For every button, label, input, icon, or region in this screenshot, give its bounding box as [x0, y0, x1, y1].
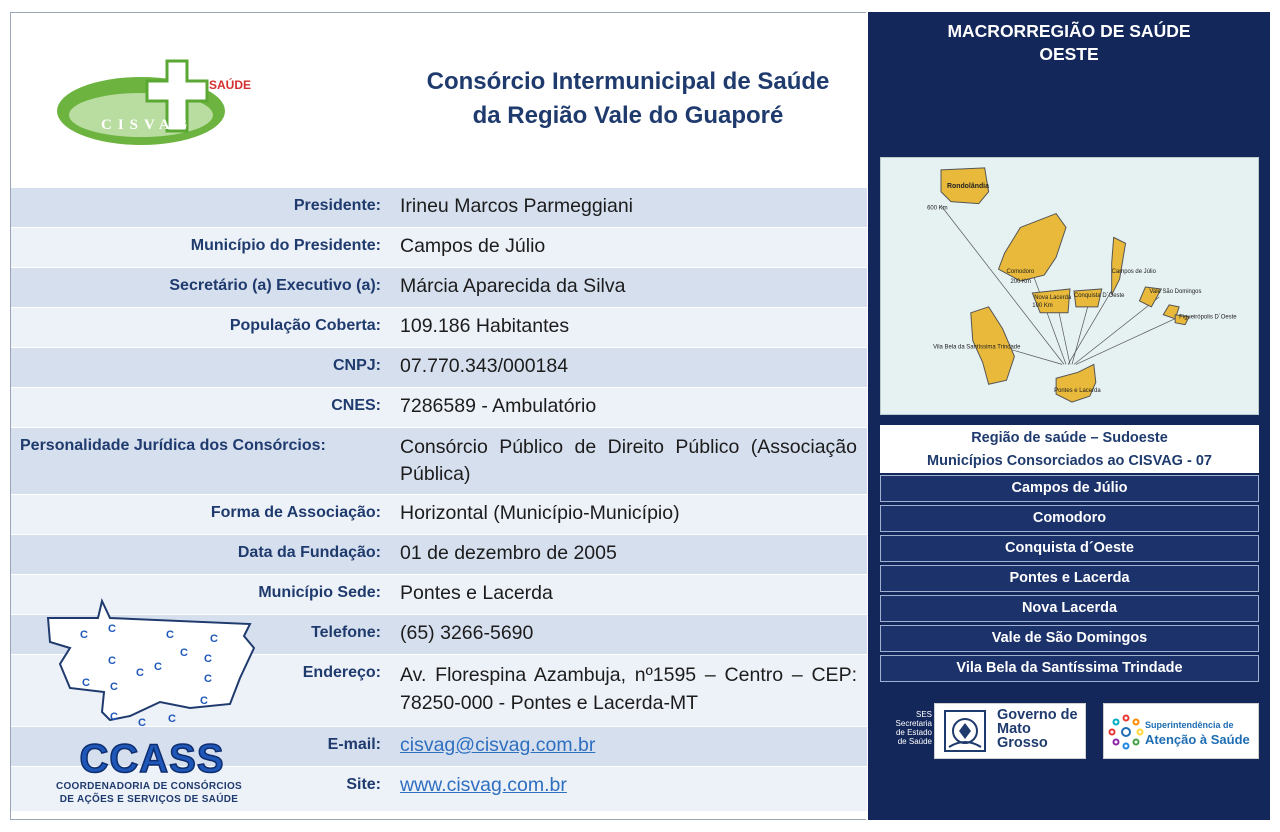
svg-text:C: C	[136, 667, 144, 679]
row-value: Horizontal (Município-Município)	[400, 502, 680, 524]
gov-line: Mato	[997, 721, 1031, 737]
row-value: Pontes e Lacerda	[400, 582, 553, 604]
ses-label	[882, 710, 932, 746]
map-label-600: 600 Km	[927, 205, 948, 212]
ses-line: SES	[915, 710, 932, 719]
svg-text:C: C	[108, 655, 116, 667]
title-line-2: da Região Vale do Guaporé	[472, 102, 784, 129]
municipality-shapes	[941, 168, 1189, 402]
logo-text: CISVAG	[101, 117, 194, 133]
map-label-pontes: Pontes e Lacerda	[1054, 388, 1101, 395]
svg-text:C: C	[200, 695, 208, 707]
row-label: Endereço:	[302, 664, 381, 681]
map-label-100: 100 Km	[1032, 302, 1053, 309]
cisvag-logo	[49, 55, 264, 155]
row-cnpj	[11, 348, 867, 388]
row-label: Forma de Associação:	[210, 504, 381, 521]
row-label: Município Sede:	[258, 584, 381, 601]
row-label: CNES:	[331, 397, 381, 414]
map-label-200: 200 Km	[1010, 279, 1031, 286]
ses-line: de Saúde	[897, 737, 932, 746]
map-label-nova-lacerda: Nova Lacerda	[1034, 294, 1072, 301]
row-value: Consórcio Público de Direito Público (Associação Pública)	[400, 436, 857, 485]
svg-text:C: C	[204, 673, 212, 685]
list-item: Vila Bela da Santíssima Trindade	[880, 655, 1259, 682]
header	[11, 13, 867, 186]
row-value	[387, 727, 867, 766]
svg-text:C: C	[154, 661, 162, 673]
list-item: Campos de Júlio	[880, 475, 1259, 502]
macro-region-title	[868, 20, 1270, 66]
ses-line: Secretaria	[895, 719, 932, 728]
governo-text	[997, 708, 1078, 750]
row-value: Av. Florespina Azambuja, nº1595 – Centro – CEP: 78250-000 - Pontes e Lacerda-MT	[400, 664, 857, 714]
row-value: 109.186 Habitantes	[400, 315, 570, 337]
municipality-list	[880, 475, 1259, 685]
row-populacao	[11, 308, 867, 348]
svg-text:C: C	[108, 623, 116, 635]
svg-text:C: C	[166, 629, 174, 641]
row-label: Município do Presidente:	[190, 237, 381, 254]
mato-grosso-outline	[48, 601, 254, 720]
email-link[interactable]: cisvag@cisvag.com.br	[400, 734, 596, 756]
row-value: Campos de Júlio	[400, 235, 546, 257]
macro-line-2: OESTE	[1039, 44, 1099, 64]
row-cnes	[11, 388, 867, 428]
region-line-2: Municípios Consorciados ao CISVAG - 07	[927, 453, 1212, 469]
sup-line-1: Superintendência de	[1145, 720, 1234, 730]
list-item: Vale de São Domingos	[880, 625, 1259, 652]
ccass-subtitle-1: COORDENADORIA DE CONSÓRCIOS	[55, 781, 243, 792]
row-label: Presidente:	[293, 197, 381, 214]
row-label: CNPJ:	[332, 357, 381, 374]
map-label-rondolandia: Rondolândia	[946, 182, 989, 190]
ccass-map-logo	[40, 596, 260, 726]
coat-of-arms-icon	[941, 707, 989, 755]
region-box	[880, 425, 1259, 473]
row-forma-associacao	[11, 495, 867, 535]
row-value: (65) 3266-5690	[400, 622, 534, 644]
region-map	[880, 157, 1259, 415]
svg-text:C: C	[204, 653, 212, 665]
map-campos-julio	[1112, 237, 1126, 295]
map-label-vale: Vale São Domingos	[1149, 288, 1202, 295]
list-item: Pontes e Lacerda	[880, 565, 1259, 592]
map-label-conquista: Conquista D´Oeste	[1073, 292, 1125, 299]
svg-text:C: C	[110, 711, 118, 723]
ccass-logo-text: CCASS	[79, 737, 225, 781]
row-data-fundacao	[11, 535, 867, 575]
map-label-comodoro: Comodoro	[1006, 269, 1035, 276]
svg-text:C: C	[168, 713, 176, 725]
row-label: População Coberta:	[229, 317, 381, 334]
map-label-vila-bela: Vila Bela da Santíssima Trindade	[933, 344, 1021, 351]
governo-mt-logo	[934, 703, 1086, 759]
gov-line: Governo de	[997, 707, 1078, 723]
svg-text:C: C	[180, 647, 188, 659]
footer-logos	[882, 700, 1262, 760]
row-value	[387, 767, 867, 811]
macro-region-panel	[868, 12, 1270, 820]
row-value: 01 de dezembro de 2005	[400, 542, 617, 564]
list-item: Conquista d´Oeste	[880, 535, 1259, 562]
row-label: Secretário (a) Executivo (a):	[169, 277, 381, 294]
logo-badge: SAÚDE	[209, 78, 252, 92]
svg-text:C: C	[210, 633, 218, 645]
sup-line-2: Atenção à Saúde	[1145, 732, 1250, 747]
row-personalidade-juridica	[11, 428, 867, 495]
list-item: Nova Lacerda	[880, 595, 1259, 622]
macro-line-1: MACRORREGIÃO DE SAÚDE	[947, 21, 1191, 41]
svg-text:C: C	[82, 677, 90, 689]
row-value: Irineu Marcos Parmeggiani	[400, 195, 634, 217]
row-secretario	[11, 268, 867, 308]
row-presidente	[11, 188, 867, 228]
row-label: Personalidade Jurídica dos Consórcios:	[20, 437, 326, 454]
title-line-1: Consórcio Intermunicipal de Saúde	[426, 68, 830, 95]
row-label: Site:	[346, 776, 381, 793]
atencao-saude-icon	[1108, 714, 1144, 750]
site-link[interactable]: www.cisvag.com.br	[400, 774, 567, 796]
map-label-figueiropolis: Figueirópolis D´Oeste	[1179, 314, 1237, 321]
svg-text:C: C	[80, 629, 88, 641]
row-label: Data da Fundação:	[237, 544, 381, 561]
map-labels	[927, 183, 1237, 394]
row-label: Telefone:	[311, 624, 381, 641]
row-label: E-mail:	[327, 736, 381, 753]
page-title	[393, 65, 863, 133]
superintendencia-logo	[1103, 703, 1259, 759]
map-pontes-lacerda	[1056, 364, 1096, 402]
row-value: 7286589 - Ambulatório	[400, 395, 597, 417]
gov-line: Grosso	[997, 735, 1048, 751]
list-item: Comodoro	[880, 505, 1259, 532]
ccass-subtitle-2: DE AÇÕES E SERVIÇOS DE SAÚDE	[59, 794, 239, 805]
region-line-1: Região de saúde – Sudoeste	[971, 430, 1168, 446]
svg-text:C: C	[110, 681, 118, 693]
row-municipio-presidente	[11, 228, 867, 268]
ses-line: de Estado	[895, 728, 932, 737]
svg-text:C: C	[138, 717, 146, 726]
map-label-campos: Campos de Júlio	[1111, 269, 1156, 276]
row-value: Márcia Aparecida da Silva	[400, 275, 626, 297]
row-value: 07.770.343/000184	[400, 355, 569, 377]
